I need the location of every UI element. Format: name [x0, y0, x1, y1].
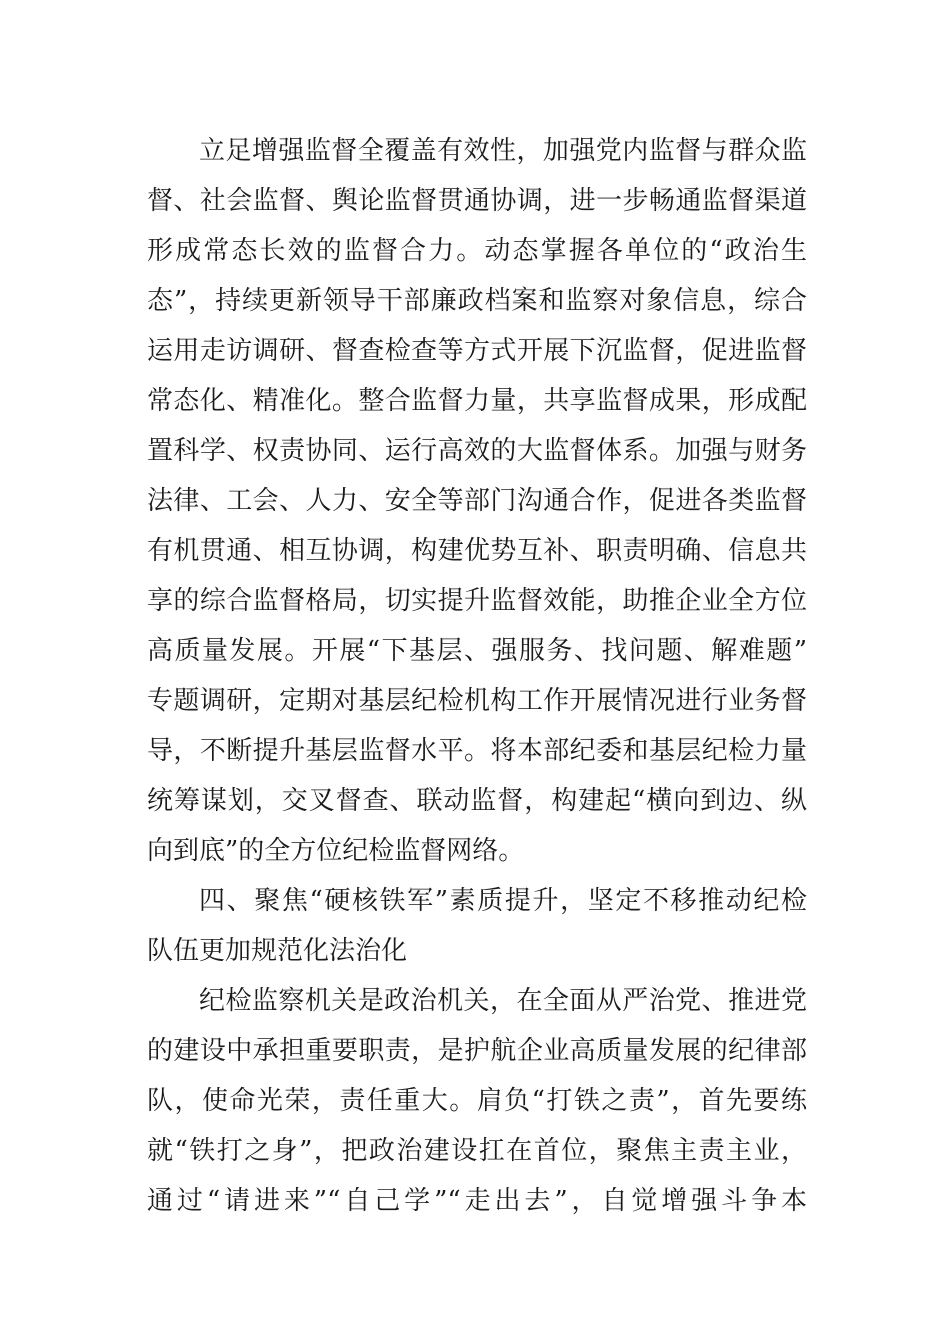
text-line: 运用走访调研、督查检查等方式开展下沉监督，促进监督 [147, 336, 807, 366]
text-line: 向到底”的全方位纪检监督网络。 [147, 836, 525, 866]
text-line: 统筹谋划，交叉督查、联动监督，构建起“横向到边、纵 [147, 786, 807, 816]
text-line: 有机贯通、相互协调，构建优势互补、职责明确、信息共 [147, 536, 807, 566]
section-heading-line: 队伍更加规范化法治化 [147, 936, 408, 966]
text-line: 置科学、权责协同、运行高效的大监督体系。加强与财务 [147, 436, 807, 466]
text-line: 常态化、精准化。整合监督力量，共享监督成果，形成配 [147, 386, 807, 416]
text-line: 态”，持续更新领导干部廉政档案和监察对象信息，综合 [147, 286, 807, 316]
text-line: 立足增强监督全覆盖有效性，加强党内监督与群众监 [199, 136, 807, 166]
text-line: 就“铁打之身”，把政治建设扛在首位，聚焦主责主业， [147, 1136, 807, 1166]
text-line: 通过“请进来”“自己学”“走出去”，自觉增强斗争本 [147, 1186, 807, 1216]
text-line: 导，不断提升基层监督水平。将本部纪委和基层纪检力量 [147, 736, 807, 766]
text-line: 督、社会监督、舆论监督贯通协调，进一步畅通监督渠道 [147, 186, 807, 216]
text-line: 队，使命光荣，责任重大。肩负“打铁之责”，首先要练 [147, 1086, 807, 1116]
section-heading-line: 四、聚焦“硬核铁军”素质提升，坚定不移推动纪检 [199, 886, 807, 916]
text-line: 形成常态长效的监督合力。动态掌握各单位的“政治生 [147, 236, 807, 266]
text-line: 纪检监察机关是政治机关，在全面从严治党、推进党 [199, 986, 807, 1016]
text-line: 法律、工会、人力、安全等部门沟通合作，促进各类监督 [147, 486, 807, 516]
text-line: 专题调研，定期对基层纪检机构工作开展情况进行业务督 [147, 686, 807, 716]
text-line: 高质量发展。开展“下基层、强服务、找问题、解难题” [147, 636, 807, 666]
text-line: 享的综合监督格局，切实提升监督效能，助推企业全方位 [147, 586, 807, 616]
text-line: 的建设中承担重要职责，是护航企业高质量发展的纪律部 [147, 1036, 807, 1066]
